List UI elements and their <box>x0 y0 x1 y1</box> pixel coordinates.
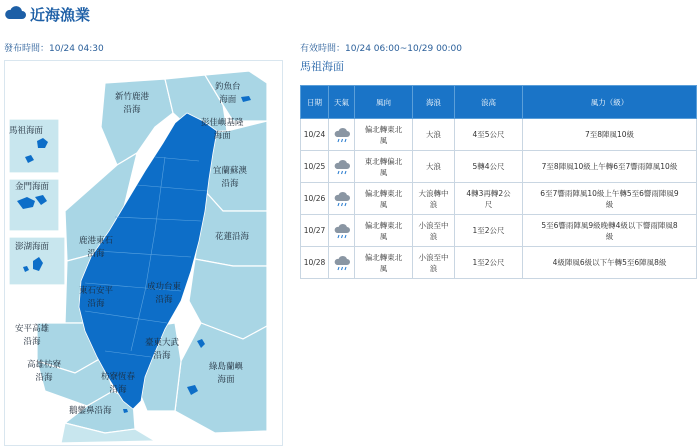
wind-force: 7至8陣風10級上午轉6至7響雨陣風10級 <box>523 151 697 183</box>
wind-force: 7至8陣風10級 <box>523 119 697 151</box>
label-penghu[interactable]: 澎湖海面 <box>15 242 50 252</box>
label-dongshi[interactable]: 東石安平 沿海 <box>79 286 114 309</box>
label-taitung[interactable]: 臺東大武 沿海 <box>145 338 180 361</box>
label-anping[interactable]: 安平高雄 沿海 <box>15 324 50 347</box>
label-fangliao[interactable]: 枋寮恆春 沿海 <box>101 372 136 395</box>
label-ludao[interactable]: 綠島蘭嶼 海面 <box>209 362 244 385</box>
wave-condition: 小浪至中 浪 <box>413 247 455 279</box>
wind-direction: 偏北轉東北 風 <box>355 247 413 279</box>
label-matsu[interactable]: 馬祖海面 <box>9 126 44 136</box>
label-eluanbi[interactable]: 鵝鑾鼻沿海 <box>69 406 112 416</box>
wave-condition: 大浪 <box>413 151 455 183</box>
sea-area-title: 馬祖海面 <box>300 60 344 73</box>
col-header-wind-dir: 風向 <box>355 86 413 119</box>
wave-condition: 小浪至中 浪 <box>413 215 455 247</box>
forecast-table <box>300 85 697 279</box>
label-diaoyutai[interactable]: 釣魚台 海面 <box>215 82 241 105</box>
wind-direction: 偏北轉東北 風 <box>355 119 413 151</box>
weather-cell <box>329 215 355 247</box>
col-header-weather: 天氣 <box>329 86 355 119</box>
section-header <box>0 0 700 28</box>
wave-height: 1至2公尺 <box>455 215 523 247</box>
weather-cell <box>329 151 355 183</box>
wind-force: 5至6響雨陣風9級晚轉4級以下響雨陣風8 級 <box>523 215 697 247</box>
table-row <box>301 215 697 247</box>
cloud-rain-icon <box>333 223 351 239</box>
wave-condition: 大浪 <box>413 119 455 151</box>
label-luganzhu[interactable]: 鹿港東石 沿海 <box>79 236 114 259</box>
label-yilan[interactable]: 宜蘭蘇澳 沿海 <box>213 166 248 189</box>
wind-direction: 東北轉偏北 風 <box>355 151 413 183</box>
label-pengjia[interactable]: 彭佳嶼基隆 海面 <box>201 118 244 141</box>
cloud-rain-icon <box>333 127 351 143</box>
cloud-icon <box>4 4 26 20</box>
label-hualien[interactable]: 花蓮沿海 <box>215 232 250 242</box>
col-header-wind-force: 風力（級） <box>523 86 697 119</box>
forecast-date: 10/24 <box>301 119 329 151</box>
forecast-date: 10/28 <box>301 247 329 279</box>
wave-height: 5轉4公尺 <box>455 151 523 183</box>
table-row <box>301 247 697 279</box>
label-kinmen[interactable]: 金門海面 <box>15 182 50 192</box>
weather-cell <box>329 247 355 279</box>
table-row <box>301 119 697 151</box>
cloud-rain-icon <box>333 159 351 175</box>
wind-force: 6至7響雨陣風10級上午轉5至6響雨陣風9 級 <box>523 183 697 215</box>
cloud-rain-icon <box>333 191 351 207</box>
label-chenggong[interactable]: 成功台東 沿海 <box>147 282 182 305</box>
forecast-date: 10/26 <box>301 183 329 215</box>
weather-cell <box>329 119 355 151</box>
table-row <box>301 183 697 215</box>
issue-time: 發布時間：10/24 04:30 <box>4 44 104 54</box>
cloud-rain-icon <box>333 255 351 271</box>
wind-direction: 偏北轉東北 風 <box>355 183 413 215</box>
col-header-wave: 海浪 <box>413 86 455 119</box>
wave-condition: 大浪轉中 浪 <box>413 183 455 215</box>
wind-force: 4級陣風6級以下午轉5至6陣風8級 <box>523 247 697 279</box>
wave-height: 4轉3再轉2公 尺 <box>455 183 523 215</box>
page-title: 近海漁業 <box>30 6 91 24</box>
col-header-wave-height: 浪高 <box>455 86 523 119</box>
wind-direction: 偏北轉東北 風 <box>355 215 413 247</box>
table-row <box>301 151 697 183</box>
sea-area-map <box>4 60 283 446</box>
wave-height: 1至2公尺 <box>455 247 523 279</box>
forecast-date: 10/27 <box>301 215 329 247</box>
col-header-date: 日期 <box>301 86 329 119</box>
weather-cell <box>329 183 355 215</box>
wave-height: 4至5公尺 <box>455 119 523 151</box>
label-hsinchu[interactable]: 新竹鹿港 沿海 <box>115 92 150 115</box>
table-header-row <box>301 86 697 119</box>
forecast-date: 10/25 <box>301 151 329 183</box>
valid-time: 有效時間：10/24 06:00~10/29 00:00 <box>300 44 463 54</box>
label-kaohsiung[interactable]: 高雄枋寮 沿海 <box>27 360 62 383</box>
